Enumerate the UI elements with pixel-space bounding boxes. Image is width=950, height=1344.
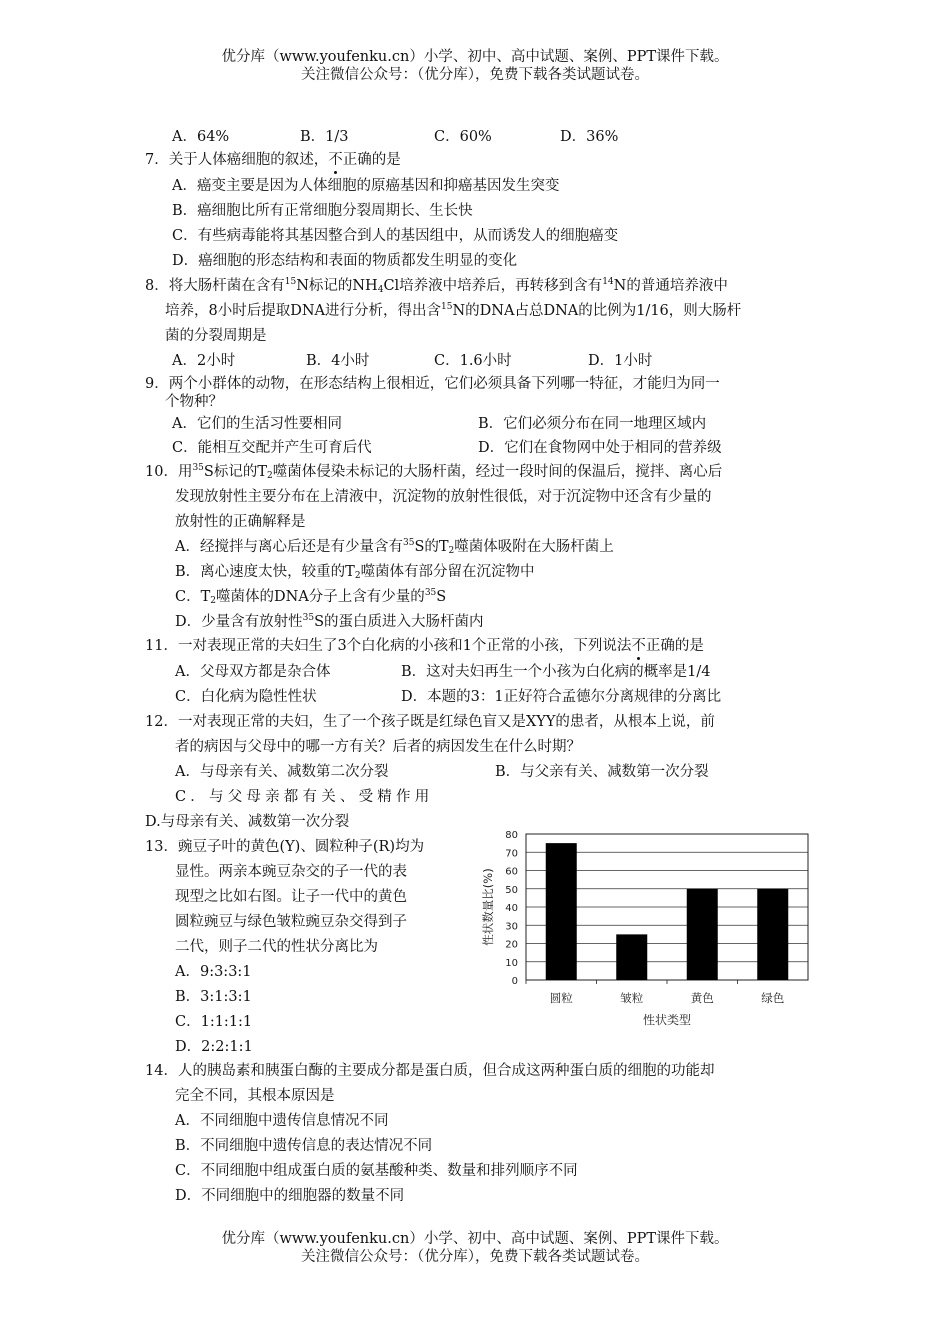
q7-emphasis-mark: 不 [328,152,343,168]
q8-options [172,351,652,371]
q12-option-d: D.与母亲有关、减数第一次分裂 [145,814,350,830]
x-tick-label: 黄色 [690,991,714,1005]
bar-chart-svg [478,824,818,1034]
q9-options-row-1 [172,414,706,434]
bar [687,889,718,980]
q13-stem-line-3: 现型之比如右图。让子一代中的黄色 [175,889,407,905]
q11-stem-text: 11．一对表现正常的夫妇生了3个白化病的小孩和1个正常的小孩，下列说法 [145,638,632,654]
q9-options-row-2 [172,438,722,458]
q10-stem-line-2: 发现放射性主要分布在上清液中，沉淀物的放射性很低，对于沉淀物中还含有少量的 [175,489,712,505]
q7-option-d: D．癌细胞的形态结构和表面的物质都发生明显的变化 [172,253,518,269]
q8-stem-line-1: 8．将大肠杆菌在含有$^{15}$N标记的$NH_4Cl$培养液中培养后，再转移到含有$^{14}$N的普通培养液中 [145,277,728,295]
q7-option-a: A．癌变主要是因为人体细胞的原癌基因和抑癌基因发生突变 [172,178,560,194]
x-tick-label: 绿色 [761,991,785,1005]
q10-option-d: D．少量含有放射性$^{35}$S的蛋白质进入大肠杆菌内 [175,613,484,630]
q11-option-d: D．本题的3：1正好符合孟德尔分离规律的分离比 [401,689,722,705]
q11-emphasis-mark: 不 [631,638,646,654]
q13-stem-line-1: 13．豌豆子叶的黄色(Y)、圆粒种子(R)均为 [145,839,425,855]
q12-option-a: A．与母亲有关、减数第二次分裂 [175,764,389,780]
x-axis-title: 性状类型 [642,1013,692,1027]
q13-stem-line-5: 二代，则子二代的性状分离比为 [175,939,378,955]
y-tick-label: 60 [505,866,518,878]
q10-stem-line-1: 10．用$^{35}$S标记的$T_2$噬菌体侵染未标记的大肠杆菌，经过一段时间的保温后，搅拌、离心后 [145,463,723,481]
q14-option-b: B．不同细胞中遗传信息的表达情况不同 [175,1138,433,1154]
q10-stem-line-3: 放射性的正确解释是 [175,514,306,530]
q7-stem-text: 7．关于人体癌细胞的叙述， [145,152,329,168]
q14-option-a: A．不同细胞中遗传信息情况不同 [175,1113,389,1129]
q8-option-d: D．1小时 [588,353,653,369]
q7-option-b: B．癌细胞比所有正常细胞分裂周期长、生长快 [172,203,473,219]
q11-options-row-2 [175,687,721,707]
q14-stem-line-1: 14．人的胰岛素和胰蛋白酶的主要成分都是蛋白质，但合成这两种蛋白质的细胞的功能却 [145,1063,715,1079]
q11-option-a: A．父母双方都是杂合体 [175,664,331,680]
q8-stem-line-2: 培养，8小时后提取DNA进行分析，得出含$^{15}$N的DNA占总DNA的比例为1/16，则大肠杆 [165,302,742,319]
q11-option-b: B．这对夫妇再生一个小孩为白化病的概率是1/4 [401,664,711,680]
q9-option-a: A．它们的生活习性要相同 [172,416,342,432]
bar [546,843,577,980]
q12-options-row-1 [175,762,709,782]
q8-stem-line-3: 菌的分裂周期是 [165,328,267,344]
header-line-1: 优分库（www.youfenku.cn）小学、初中、高中试题、案例、PPT课件下载。 [221,49,729,65]
q10-option-a: A．经搅拌与离心后还是有少量含有$^{35}$S的$T_2$噬菌体吸附在大肠杆菌上 [175,538,614,556]
bar [616,934,647,980]
y-tick-label: 50 [505,884,518,896]
footer-line-1: 优分库（www.youfenku.cn）小学、初中、高中试题、案例、PPT课件下载。 [221,1231,729,1247]
footer-line-2: 关注微信公众号：（优分库），免费下载各类试题试卷。 [301,1249,649,1265]
q13-stem-line-4: 圆粒豌豆与绿色皱粒豌豆杂交得到子 [175,914,407,930]
y-tick-label: 20 [505,939,518,951]
bar [757,889,788,980]
header-line-2: 关注微信公众号：（优分库），免费下载各类试题试卷。 [301,67,649,83]
q11-options-row-1 [175,662,711,682]
y-tick-label: 40 [505,903,518,914]
q7-stem-end: 正确的是 [342,152,401,168]
x-tick-label: 皱粒 [620,991,644,1005]
q9-stem-line-1: 9．两个小群体的动物，在形态结构上很相近，它们必须具备下列哪一特征，才能归为同一 [145,376,720,392]
q8-option-c: C．1.6小时 [434,353,512,369]
q7-option-c: C．有些病毒能将其基因整合到人的基因组中，从而诱发人的细胞癌变 [172,228,619,244]
q9-option-c: C．能相互交配并产生可育后代 [172,440,372,456]
y-tick-label: 80 [505,830,518,841]
q11-stem-end: 正确的是 [645,638,704,654]
q8-option-a: A．2小时 [172,353,236,369]
q12-stem-line-1: 12．一对表现正常的夫妇，生了一个孩子既是红绿色盲又是XYY的患者，从根本上说，前 [145,714,715,730]
x-tick-label: 圆粒 [549,991,573,1005]
q13-option-b: B．3:1:3:1 [175,989,252,1005]
q14-stem-line-2: 完全不同，其根本原因是 [175,1088,335,1104]
q14-option-c: C．不同细胞中组成蛋白质的氨基酸种类、数量和排列顺序不同 [175,1163,578,1179]
q11-option-c: C．白化病为隐性性状 [175,689,317,705]
q9-option-d: D．它们在食物网中处于相同的营养级 [478,440,722,456]
q6-option-d: D．36% [560,129,619,145]
q13-option-a: A．9:3:3:1 [175,964,252,980]
y-tick-label: 70 [505,848,518,860]
q6-option-c: C．60% [434,129,492,145]
q9-stem-line-2: 个物种？ [165,394,223,410]
y-tick-label: 0 [511,976,518,987]
y-axis-title: 性状数量比(%) [481,868,495,946]
q14-option-d: D．不同细胞中的细胞器的数量不同 [175,1188,405,1204]
q10-option-b: B．离心速度太快，较重的$T_2$噬菌体有部分留在沉淀物中 [175,564,535,581]
q10-option-c: C．$T_2$噬菌体的DNA分子上含有少量的$^{35}$S [175,588,447,606]
q6-option-b: B．1/3 [300,129,349,145]
q12-option-b: B．与父亲有关、减数第一次分裂 [495,764,709,780]
q6-option-a: A．64% [172,129,230,145]
q13-stem-line-2: 显性。两亲本豌豆杂交的子一代的表 [175,864,407,880]
q13-option-d: D．2:2:1:1 [175,1039,253,1055]
y-tick-label: 10 [505,957,518,969]
q12-stem-line-2: 者的病因与父母中的哪一方有关？后者的病因发生在什么时期？ [175,739,581,755]
q11-stem [145,636,704,656]
q6-options [172,127,618,147]
q12-option-c: C．与父母亲都有关、受精作用 [175,789,434,805]
q9-option-b: B．它们必须分布在同一地理区域内 [478,416,707,432]
y-tick-label: 30 [505,921,518,933]
q13-option-c: C．1:1:1:1 [175,1014,253,1030]
q7-stem [145,150,401,170]
q13-bar-chart [478,824,818,1034]
q8-option-b: B．4小时 [306,353,370,369]
